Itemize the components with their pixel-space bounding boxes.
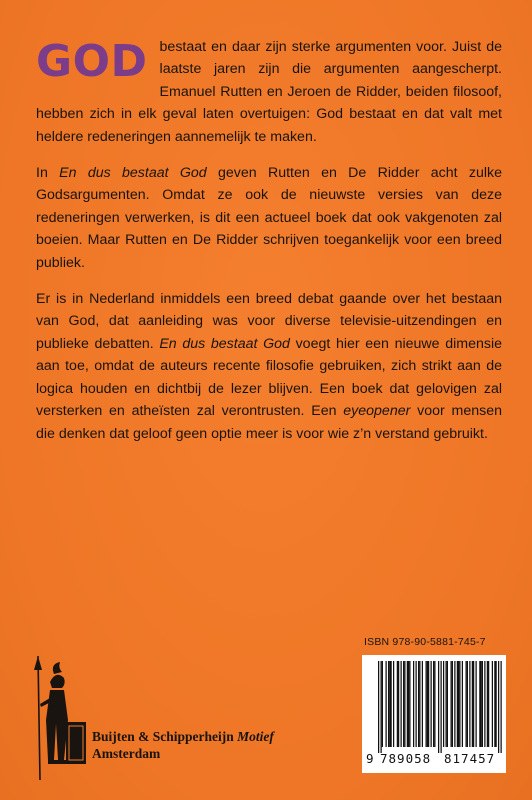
barcode-icon [362, 655, 506, 773]
barcode-bar [451, 661, 452, 747]
barcode-bar [419, 661, 420, 747]
barcode-bar [407, 661, 408, 747]
barcode-bar [481, 661, 482, 747]
barcode-bar [382, 661, 383, 747]
barcode-bar [484, 661, 485, 747]
publisher-line-1 [92, 728, 274, 745]
paragraph-1 [36, 36, 502, 148]
barcode-bar [498, 661, 499, 753]
barcode-bar [409, 661, 410, 747]
barcode-group-1: 789058 [380, 751, 432, 766]
paragraph-3-text-a: Er is in Nederland inmiddels een breed debat gaande over het bestaan van God, dat aanleiding was voor diverse televisie-uitzendingen en publieke debatten. [36, 291, 502, 352]
publisher-name-main: Buijten & Schipperheijn [92, 729, 238, 744]
barcode-bar [494, 661, 495, 747]
barcode-bar [446, 661, 447, 747]
barcode-bar [431, 661, 432, 747]
barcode-bar [492, 661, 493, 747]
barcode-bar [434, 661, 435, 747]
barcode-bar [388, 661, 389, 747]
barcode-bar [459, 661, 460, 747]
barcode-bar [389, 661, 390, 747]
eyeopener-italic: eyeopener [343, 403, 411, 420]
barcode-bar [487, 661, 488, 747]
barcode-bar [438, 661, 439, 753]
barcode-bar [447, 661, 448, 747]
barcode-bar [433, 661, 434, 747]
barcode-bar [386, 661, 387, 747]
barcode-bar [397, 661, 398, 747]
isbn-label: ISBN 978-90-5881-745-7 [364, 636, 486, 648]
book-title-italic: En dus bestaat God [59, 165, 207, 182]
publisher-name [92, 728, 274, 762]
barcode-bar [472, 661, 473, 747]
barcode-lead-digit: 9 [366, 751, 374, 766]
barcode-bar [443, 661, 444, 747]
barcode-bar [496, 661, 497, 747]
paragraph-2-text: geven Rutten en De Ridder acht zulke Godsargumenten. Omdat ze ook de nieuwste versies van deze redeneringen verwerken, is dit een actueel boek dat ook vakgenoten zal boeien. Maar Rutten en De Ridder schrijven toegankelijk voor een breed publiek. [36, 165, 502, 271]
barcode-bar [457, 661, 458, 747]
barcode-bars [362, 655, 506, 755]
barcode-bar [454, 661, 455, 747]
publisher-imprint: Motief [237, 729, 274, 744]
paragraph-3-text-b: voegt hier een nieuwe dimensie aan toe, omdat de auteurs recente filosofie gebruiken, zich strikt aan de logica houden en dichtbij de lezer blijven. Een boek dat gelovigen zal versterken en atheïsten zal verontrusten. Een [36, 335, 502, 420]
barcode-bar [426, 661, 427, 747]
barcode-bar [378, 661, 379, 753]
paragraph-2 [36, 162, 502, 274]
paragraph-2-lead: In [36, 165, 60, 182]
barcode-bar [473, 661, 474, 747]
barcode-bar [428, 661, 429, 747]
barcode-bar [462, 661, 463, 747]
paragraph-1-text: bestaat en daar zijn sterke argumenten voor. Juist de laatste jaren zijn die argumenten aangescherpt. Emanuel Rutten en Jeroen de Ridder, beiden filosoof, hebben zich in elk geval laten overtuigen: God bestaat en dat valt met heldere redeneringen aannemelijk te maken. [36, 39, 502, 145]
paragraph-3 [36, 288, 502, 445]
barcode-bar [476, 661, 477, 747]
barcode-bar [466, 661, 467, 747]
drop-word-god: GOD [36, 36, 148, 87]
paragraph-3-text-c: voor mensen die denken dat geloof geen optie meer is voor wie z’n verstand gebruikt. [36, 403, 502, 442]
barcode-bar [401, 661, 402, 747]
barcode-bar [408, 661, 409, 747]
barcode-bar [501, 661, 502, 753]
barcode-bar [381, 661, 382, 753]
barcode-bar [404, 661, 405, 747]
barcode-group-2: 817457 [444, 751, 496, 766]
barcode-bar [413, 661, 414, 747]
barcode-bar [393, 661, 394, 747]
barcode-bar [482, 661, 483, 747]
barcode-bar [467, 661, 468, 747]
barcode-bar [418, 661, 419, 747]
barcode-bar [427, 661, 428, 747]
barcode-bar [398, 661, 399, 747]
barcode-bar [479, 661, 480, 747]
barcode-bar [469, 661, 470, 747]
barcode-bar [391, 661, 392, 747]
barcode-bar [403, 661, 404, 747]
publisher-knight-logo-icon [28, 652, 90, 784]
book-title-italic-2: En dus bestaat God [159, 335, 290, 352]
barcode-bar [422, 661, 423, 747]
barcode-bar [452, 661, 453, 747]
barcode-bar [441, 661, 442, 753]
barcode-bar [416, 661, 417, 747]
publisher-city: Amsterdam [92, 746, 161, 761]
barcode-bar [488, 661, 489, 747]
blurb-text [36, 36, 502, 459]
barcode-bar [458, 661, 459, 747]
